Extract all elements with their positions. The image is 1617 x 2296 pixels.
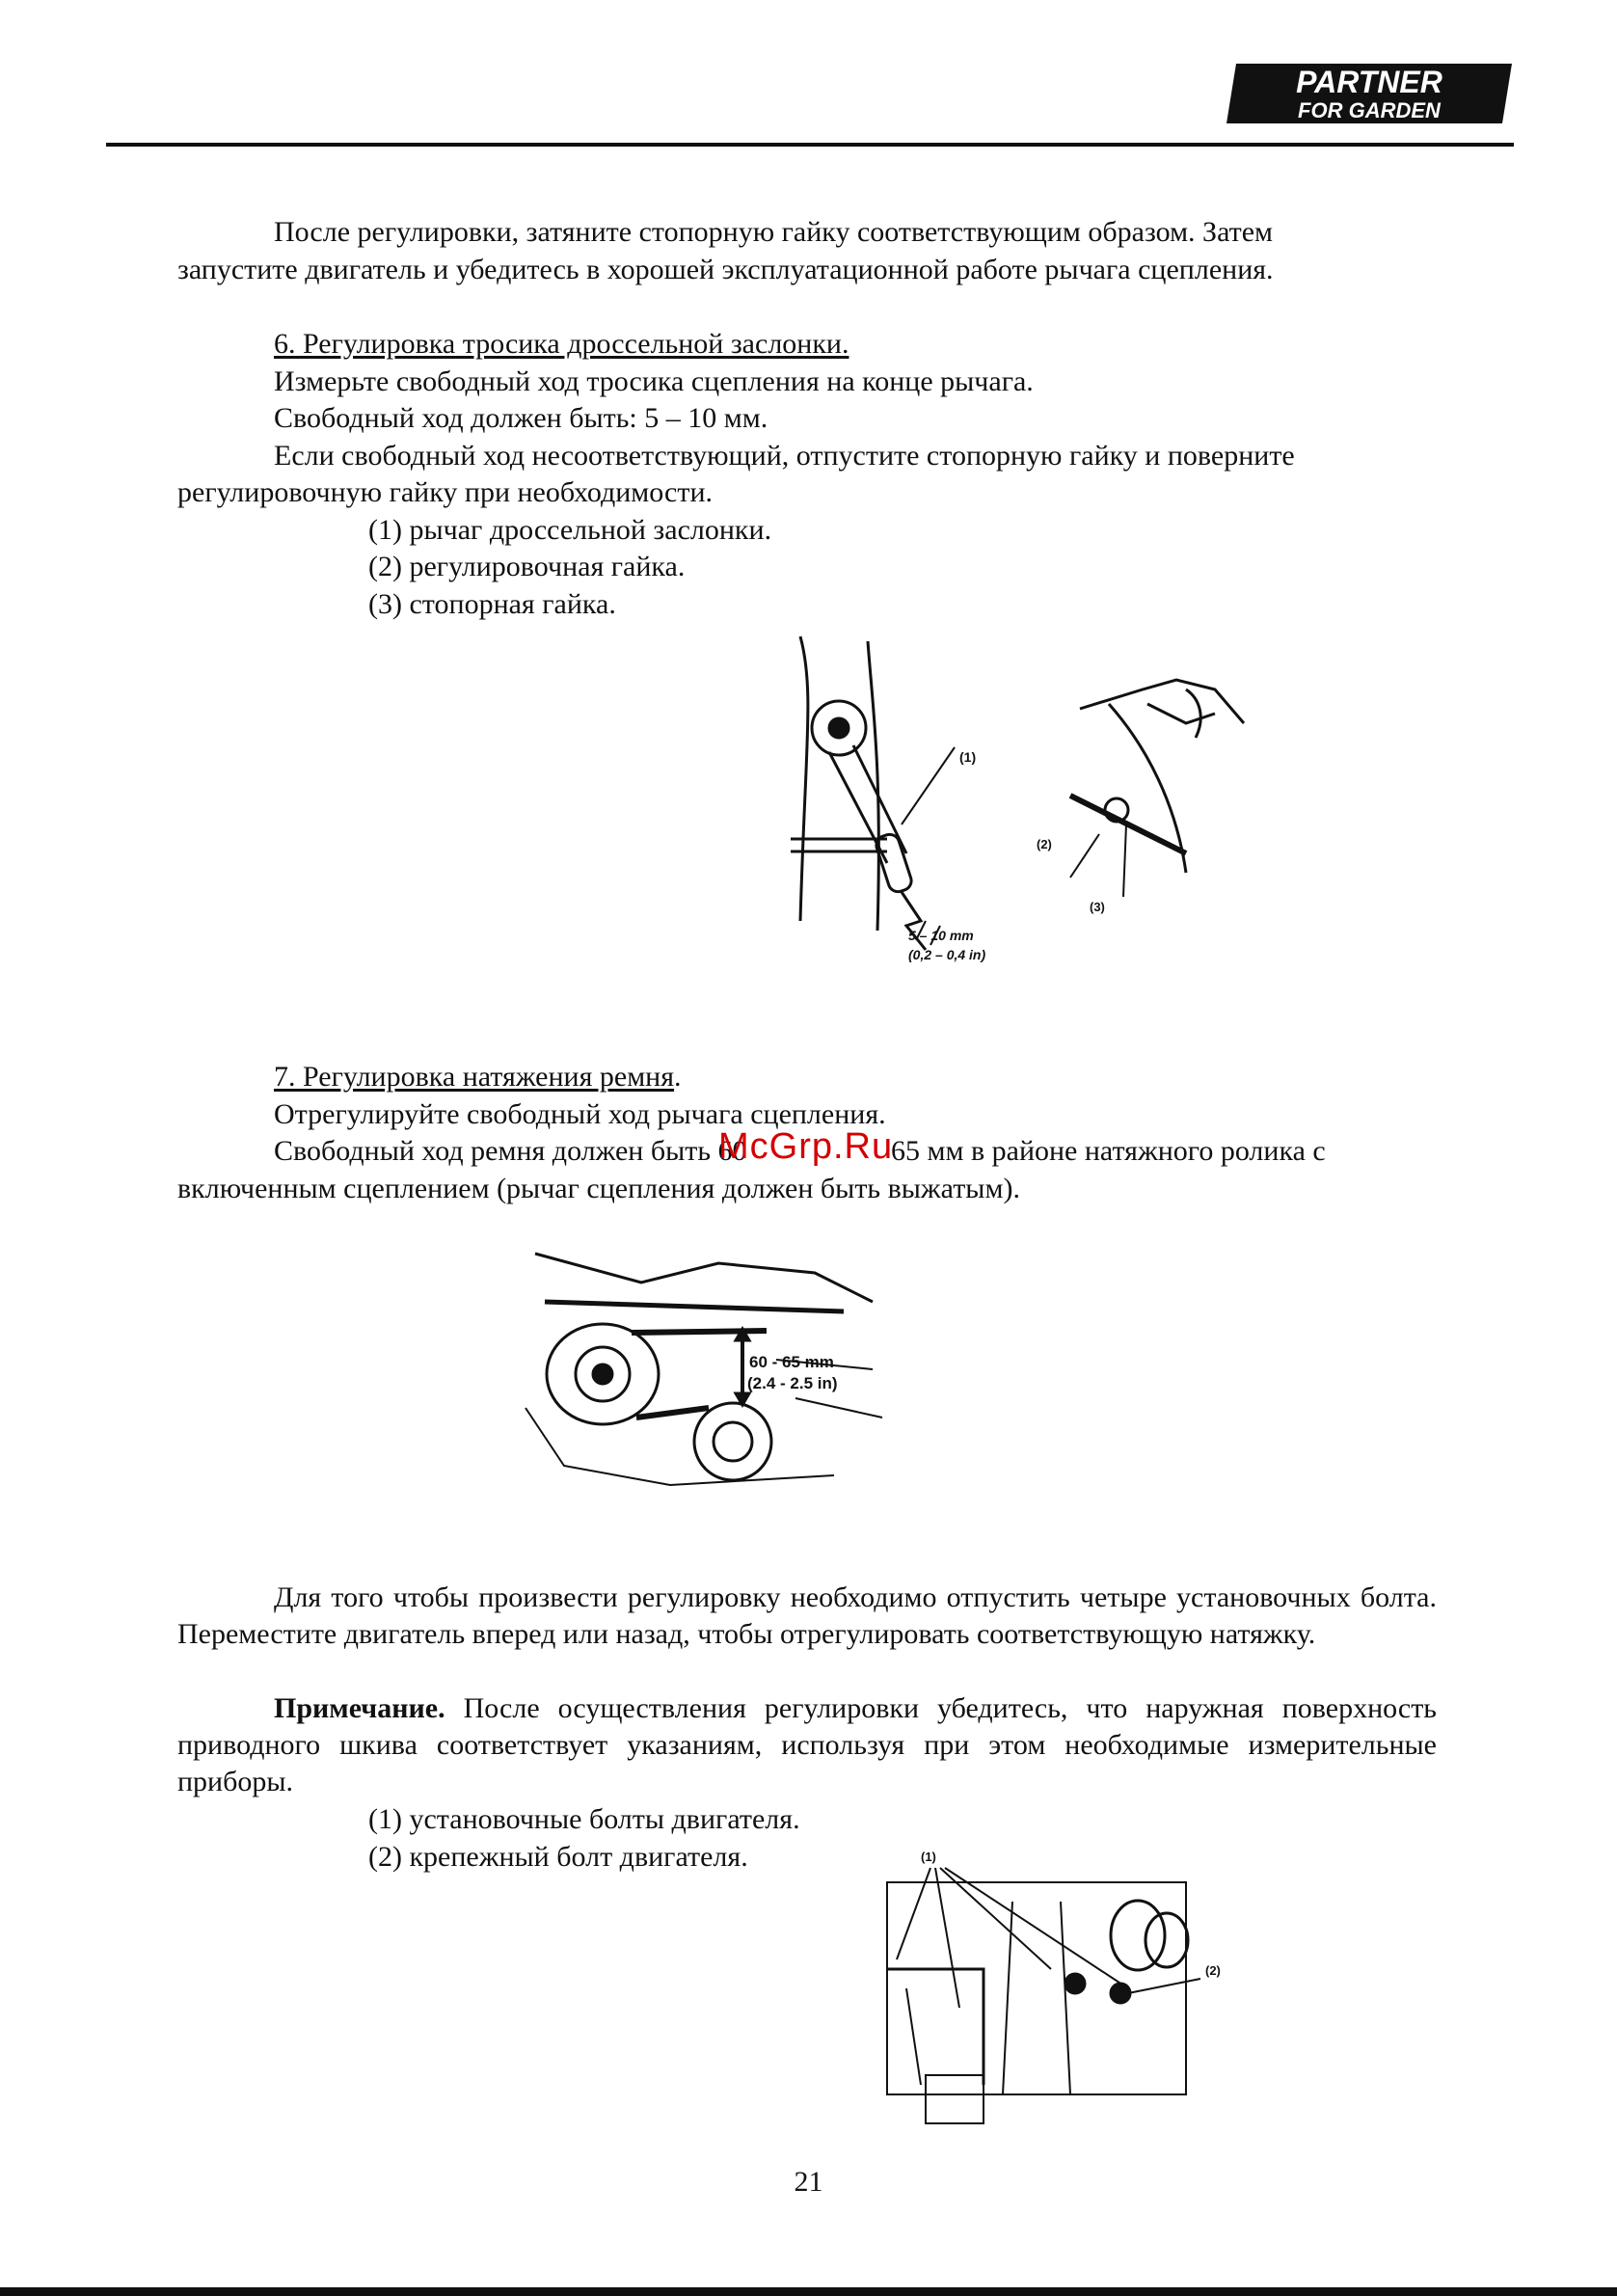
section6-line2: Свободный ход должен быть: 5 – 10 мм. [274,402,768,434]
page-number: 21 [794,2166,823,2198]
p1-line2: запустите двигатель и убедитесь в хорошей эксплуатационной работе рычага сцепления. [177,254,1274,285]
engine-bolts-figure [868,1844,1221,2133]
fig1-measure-2: (0,2 – 0,4 in) [908,947,986,962]
section6-line3a: Если свободный ход несоответствующий, отпустите стопорную гайку и поверните [274,440,1295,472]
section6-title: 6. Регулировка тросика дроссельной заслонки. [274,328,849,360]
fig1-label-2: (2) [1037,837,1052,851]
fig1-label-3: (3) [1090,900,1105,914]
brand-logo [1225,62,1514,125]
section6-line3b: регулировочную гайку при необходимости. [177,476,714,508]
section7-line3: включенным сцеплением (рычаг сцепления должен быть выжатым). [177,1173,1020,1204]
note-label: Примечание. [274,1692,445,1724]
fig1-measure-1: 5 – 10 mm [908,928,974,943]
section8-item-1: (1) установочные болты двигателя. [368,1803,800,1835]
section7-line1: Отрегулируйте свободный ход рычага сцепления. [274,1098,886,1130]
section6-item-3: (3) стопорная гайка. [368,588,616,620]
section8-item-2: (2) крепежный болт двигателя. [368,1841,748,1873]
fig3-label-1: (1) [921,1850,936,1864]
section7-line2b: 65 мм в районе натяжного ролика с [891,1135,1326,1167]
section7-line2a: Свободный ход ремня должен быть 60 [274,1135,747,1167]
section6-item-2: (2) регулировочная гайка. [368,551,686,582]
section6-line1: Измерьте свободный ход тросика сцепления на конце рычага. [274,365,1034,397]
throttle-lever-figure [762,632,1263,979]
fig2-measure-1: 60 - 65 mm [749,1353,834,1371]
logo-text-partner: PARTNER [1296,65,1442,99]
note-text: После осуществления регулировки убедитесь, что наружная поверхность приводного шкива соответствует указаниям, используя при этом необходимые измерительные приборы. [177,1692,1437,1797]
p1-line1: После регулировки, затяните стопорную гайку соответствующим образом. Затем [274,216,1274,248]
section7-title: 7. Регулировка натяжения ремня [274,1061,675,1093]
fig3-label-2: (2) [1205,1963,1221,1978]
fig1-label-1: (1) [959,749,977,765]
section7-title-row [274,1059,682,1095]
header-rule [106,143,1514,147]
section8-para1: Для того чтобы произвести регулировку необходимо отпустить четыре установочных болта. Переместите двигатель вперед или назад, чтобы отрегулировать соответствующую натяжку. [177,1581,1437,1650]
fig2-measure-2: (2.4 - 2.5 in) [747,1374,838,1392]
section8-note [177,1690,1437,1800]
section6-item-1: (1) рычаг дроссельной заслонки. [368,514,772,546]
watermark: McGrp.Ru [718,1126,894,1167]
bottom-bar [0,2287,1617,2296]
logo-text-garden: FOR GARDEN [1298,98,1441,122]
belt-tension-figure [526,1244,892,1495]
section7-title-dot: . [674,1061,682,1093]
